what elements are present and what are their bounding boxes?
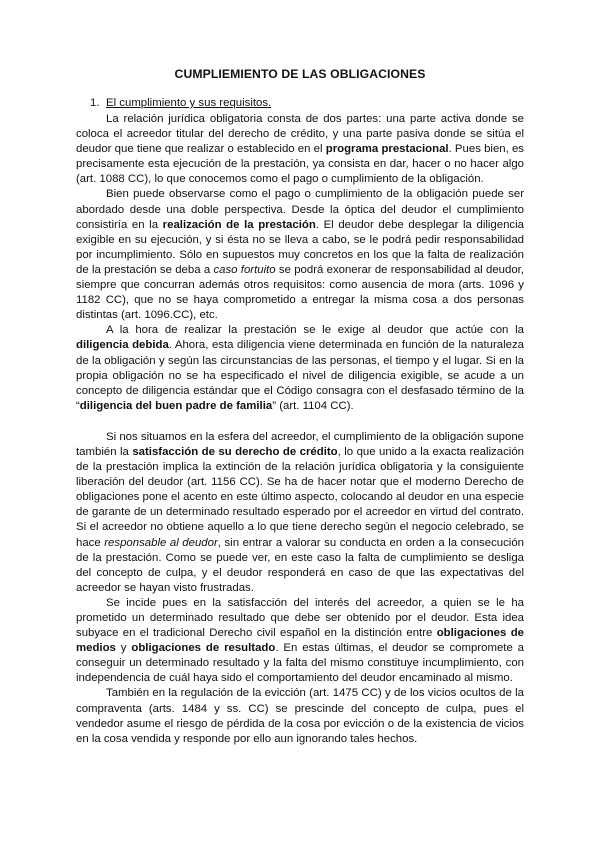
bold-term: diligencia del buen padre de familia — [79, 399, 273, 412]
bold-term: obligaciones de resultado — [131, 642, 276, 655]
section-title: El cumplimiento y sus requisitos. — [106, 97, 272, 109]
text-run: . En estas últimas, el deudor se compromete a conseguir un determinado resultado y la falta del mismo constituye incumplimiento, con independencia de cuál haya sido el comportamiento del deudor encaminado al mismo. — [76, 642, 525, 685]
bold-term: realización de la prestación — [162, 218, 316, 231]
text-run: A la hora de realizar la prestación se le exige al deudor que actúe con la — [106, 324, 524, 337]
text-run: Se incide pues en la satisfacción del interés del acreedor, a quien se le ha prometido un determinado resultado que debe ser obtenido por el deudor. Esta idea subyace en el tradicional Derecho civil español en la distinción entre — [76, 596, 524, 640]
paragraph — [76, 112, 524, 187]
text-run: Si nos situamos en la esfera del acreedor, el cumplimiento de la obligación supone también la — [76, 430, 524, 458]
section-number: 1. — [90, 97, 100, 109]
paragraph — [76, 430, 524, 596]
bold-term: satisfacción de su derecho de crédito — [132, 445, 338, 458]
body-text — [76, 112, 524, 747]
bold-term: programa prestacional — [325, 143, 449, 156]
paragraph — [76, 686, 524, 746]
paragraph — [76, 187, 524, 323]
text-run: También en la regulación de la evicción (art. 1475 CC) y de los vicios ocultos de la compraventa (arts. 1484 y ss. CC) se prescinde del concepto de culpa, pues el vendedor asume el riesgo de pérdida de la cosa por evicción o de la existencia de vicios en la cosa vendida y responde por ello aun ignorando tales hechos. — [76, 687, 524, 745]
text-run: ” (art. 1104 CC). — [272, 399, 354, 412]
bold-term: diligencia debida — [76, 339, 169, 352]
text-run: La relación jurídica obligatoria consta de dos partes: una parte activa donde se coloca el acreedor titular del derecho de crédito, y una parte pasiva donde se sitúa el deudor que tiene que realizar o establecido en el — [76, 113, 524, 156]
paragraph — [76, 596, 524, 687]
text-run: se podrá exonerar de responsabilidad al deudor, siempre que concurran además otros requisitos: como ausencia de mora (arts. 1096 y 1182 CC), que no se haya comprometido a entregar la misma cosa a dos personas distintas (art. 1096.CC), etc. — [76, 263, 524, 322]
text-run: . Pues bien, es precisamente esta ejecución de la prestación, ya consista en dar, hacer o no hacer algo (art. 1088 CC), lo que conocemos como el pago o cumplimiento de la obligación. — [76, 143, 525, 186]
paragraph — [76, 323, 524, 414]
text-run: . El deudor debe desplegar la diligencia exigible en su ejecución, y si ésta no se lleva a cabo, se le podrá pedir responsabilidad por incumplimiento. Sólo en supuestos muy concretos en los que la falta de realización de la prestación se deba a — [76, 218, 524, 276]
text-run: . Ahora, esta diligencia viene determinada en función de la naturaleza de la obligación y según las circunstancias de las personas, el tiempo y el lugar. Si en la propia obligación no se ha especificado el nivel de diligencia exigible, se acude a un concepto de diligencia estándar que el Código consagra con el desfasado término de la “ — [76, 339, 524, 412]
italic-term: caso fortuito — [213, 263, 276, 276]
text-run: Bien puede observarse como el pago o cumplimiento de la obligación puede ser abordado desde una doble perspectiva. Desde la óptica del deudor el cumplimiento consistiría en la — [76, 188, 524, 231]
italic-term: responsable al deudor — [104, 536, 218, 549]
text-run: y — [115, 642, 132, 655]
text-run: , lo que unido a la exacta realización de la prestación implica la extinción de la relación jurídica obligatoria y la consiguiente liberación del deudor (art. 1156 CC). Se ha de hacer notar que el moderno Derecho de obligaciones pone el acento en este último aspecto, colocando al deudor en una especie de garante de un determinado resultado esperado por el acreedor en virtud del contrato. Si el acreedor no obtiene aquello a lo que tiene derecho según el negocio celebrado, se hace — [76, 445, 524, 549]
section-heading — [90, 96, 524, 111]
document-title: CUMPLIEMIENTO DE LAS OBLIGACIONES — [174, 67, 426, 81]
text-run: , sin entrar a valorar su conducta en orden a la consecución de la prestación. Como se puede ver, en este caso la falta de cumplimiento se desliga del concepto de culpa, y el deudor responderá en caso de que las expectativas del acreedor se hayan visto frustradas. — [76, 536, 524, 594]
bold-term: obligaciones de medios — [76, 627, 524, 655]
